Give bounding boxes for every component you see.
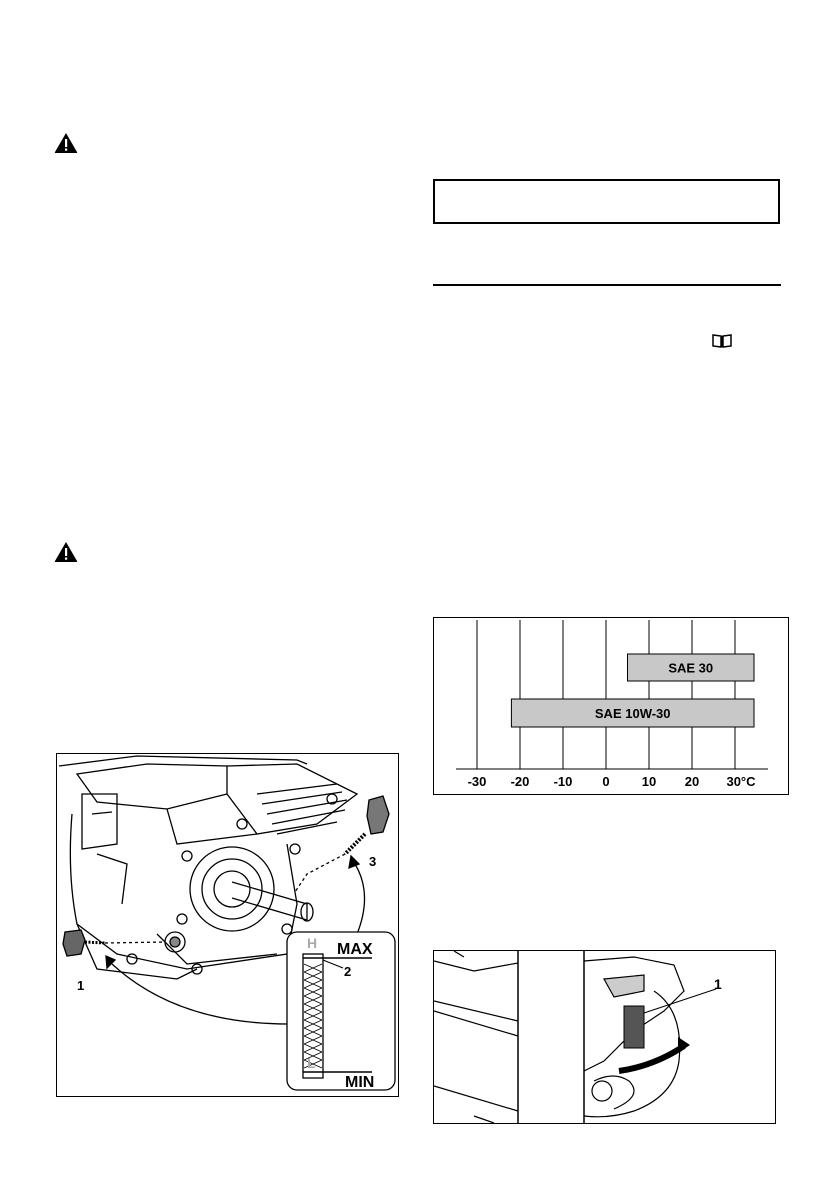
bar-label: SAE 10W-30 xyxy=(594,706,671,721)
min-label: MIN xyxy=(345,1074,375,1091)
max-label: MAX xyxy=(337,941,373,958)
bar-label: SAE 30 xyxy=(668,660,714,676)
callout-2: 2 xyxy=(344,964,352,979)
warning-triangle-icon xyxy=(53,131,79,155)
dipstick-low-letter: L xyxy=(307,1055,316,1071)
callout-3: 3 xyxy=(369,854,377,869)
lever-illustration xyxy=(434,951,775,1123)
x-tick-label: -20 xyxy=(510,774,530,789)
note-box xyxy=(433,179,780,224)
x-tick-label: 0 xyxy=(602,774,610,789)
section-divider xyxy=(433,284,781,286)
x-tick-label: 20 xyxy=(684,774,700,789)
x-tick-label: -10 xyxy=(553,774,573,789)
dipstick-high-letter: H xyxy=(307,935,318,951)
oil-viscosity-chart xyxy=(433,617,789,795)
open-book-icon xyxy=(711,333,733,349)
lever-figure xyxy=(433,950,776,1124)
x-tick-label: 10 xyxy=(641,774,657,789)
callout-1: 1 xyxy=(77,978,85,993)
x-tick-label: 30°C xyxy=(726,774,756,789)
engine-illustration xyxy=(57,754,398,1096)
warning-triangle-icon xyxy=(53,540,79,564)
chart-plot xyxy=(434,618,788,794)
callout-1-lever: 1 xyxy=(714,976,722,992)
engine-oil-level-figure xyxy=(56,753,399,1097)
x-tick-label: -30 xyxy=(467,774,487,789)
